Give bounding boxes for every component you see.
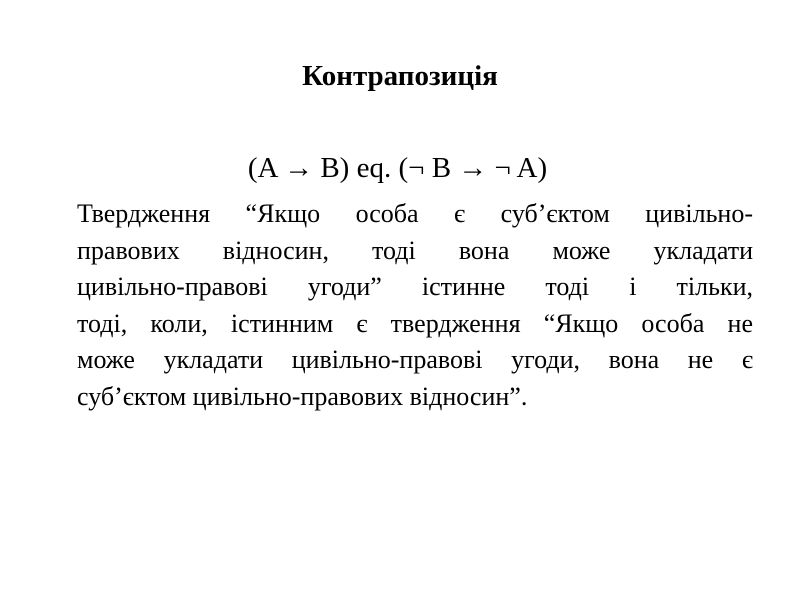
paragraph-line: тоді, коли, істинним є твердження “Якщо особа не — [77, 308, 753, 338]
slide-title: Контрапозиція — [302, 60, 498, 92]
paragraph-line: цивільно-правові угоди” істинне тоді і тільки, — [77, 272, 753, 302]
body-paragraph — [77, 196, 753, 416]
paragraph-line: правових відносин, тоді вона може укладати — [77, 235, 753, 265]
contraposition-formula: (A → B) eq. (¬ B → ¬ A) — [247, 152, 548, 184]
paragraph-line: Твердження “Якщо особа є суб’єктом цивільно- — [77, 199, 753, 228]
paragraph-line: суб’єктом цивільно-правових відносин”. — [77, 381, 528, 411]
paragraph-line: може укладати цивільно-правові угоди, вона не є — [77, 345, 753, 375]
